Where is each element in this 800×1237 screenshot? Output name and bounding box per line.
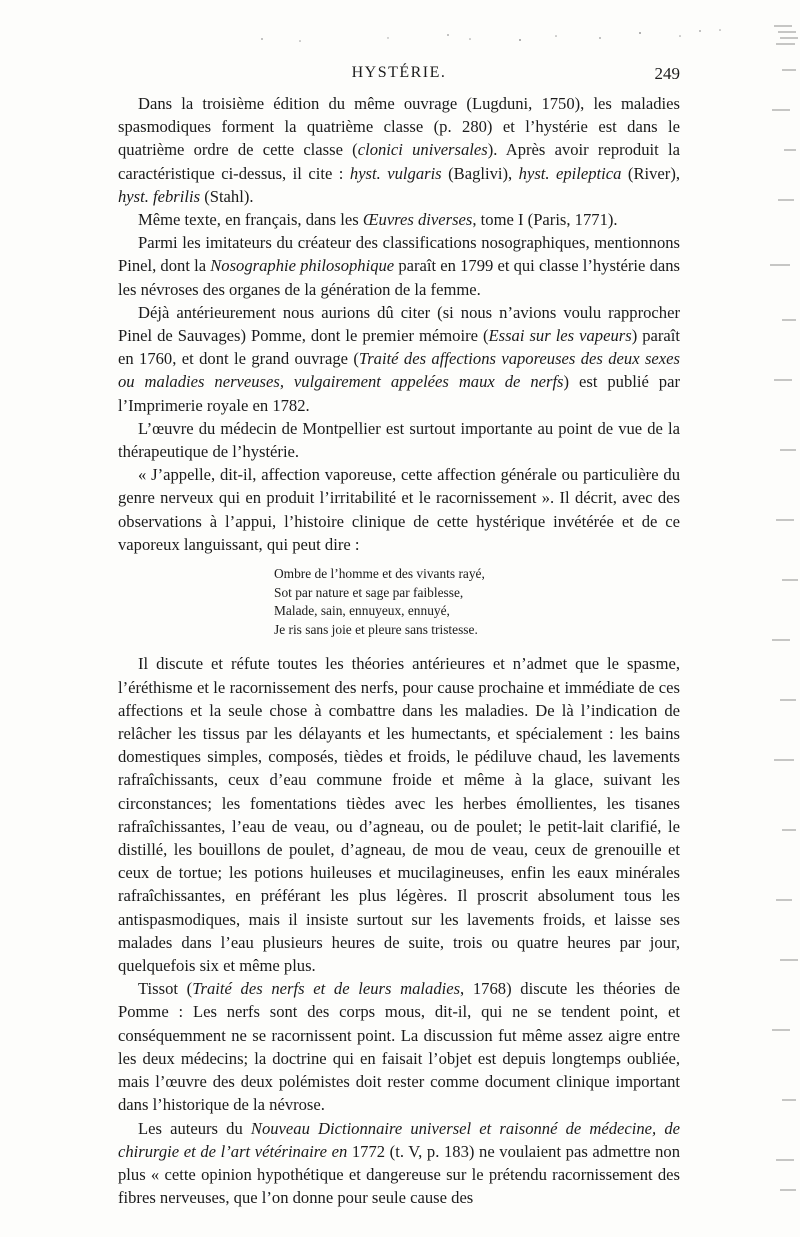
text-run: Même texte, en français, dans les bbox=[138, 210, 363, 230]
italic-run: hyst. febrilis bbox=[118, 186, 201, 206]
text-run: (River), bbox=[621, 163, 680, 183]
text-run: (Baglivi), bbox=[441, 163, 519, 183]
paragraph-p5 bbox=[118, 417, 680, 463]
text-run: (Stahl). bbox=[200, 186, 254, 206]
paragraph-p9 bbox=[118, 1117, 680, 1210]
poem-line: Malade, sain, ennuyeux, ennuyé, bbox=[274, 603, 450, 619]
italic-run: Nouveau Dictionnaire universel et raisonné de médecine, de chirurgie et de l’art vétérinaire en bbox=[118, 1118, 680, 1161]
text-run: Les auteurs du bbox=[138, 1118, 251, 1138]
text-run: 1772 (t. V, p. 183) ne voulaient pas admettre non plus « cette opinion hypothétique et dangereuse sur le prétendu racornissement des fibres nerveuses, que l’on donne pour seule cause des bbox=[118, 1141, 680, 1208]
text-run: Parmi les imitateurs du créateur des classifications nosographiques, mentionnons Pinel, dont la bbox=[118, 233, 680, 276]
italic-run: clonici universales bbox=[357, 140, 488, 160]
text-run: , tome I (Paris, 1771). bbox=[472, 210, 618, 230]
running-title: HYSTÉRIE. bbox=[351, 64, 447, 81]
text-run: Dans la troisième édition du même ouvrage (Lugduni, 1750), les maladies spasmodiques forment la quatrième classe (p. 280) et l’hystérie est dans le quatrième ordre de cette classe ( bbox=[118, 94, 680, 160]
text-run: « J’appelle, dit-il, affection vaporeuse, cette affection générale ou particulière du genre nerveux qui en produit l’irritabilité et le racornissement ». Il décrit, avec des observations à l’appui, l’histoire clinique de cette hystérique invétérée et de ce vaporeux languissant, qui peut dire : bbox=[118, 465, 680, 554]
italic-run: hyst. vulgaris bbox=[349, 163, 442, 183]
text-run: Il discute et réfute toutes les théories antérieures et n’admet que le spasme, l’éréthisme et le racornissement des nerfs, pour cause prochaine et immédiate de ces affections et la seule chose à combattre dans les maladies. De là l’indication de relâcher les tissus par les délayants et les humectants, et spécialement : les bains domestiques simples, composés, tièdes et froids, le pédiluve chaud, les lavements rafraîchissants, ceux d’eau commune froide et même à la glace, suivant les circonstances; les fomentations tièdes avec les herbes émollientes, les tisanes rafraîchissantes, l’eau de veau, ou d’agneau, ou de poulet; le petit-lait clarifié, le distillé, les bouillons de poulet, d’agneau, de mou de veau, ceux de grenouille et ceux de tortue; les potions huileuses et mucilagineuses, enfin les eaux minérales rafraîchissantes, en préférant les plus légères. Il proscrit absolument tous les antispasmodiques, mais il insiste surtout sur les lavements froids, et laisse ses malades dans l’eau plusieurs heures de suite, trois ou quatre heures par jour, quelquefois six et même plus. bbox=[118, 654, 680, 976]
paragraph-p4 bbox=[118, 301, 680, 417]
text-run: L’œuvre du médecin de Montpellier est surtout importante au point de vue de la thérapeutique de l’hystérie. bbox=[118, 418, 680, 462]
paragraph-p8 bbox=[118, 977, 680, 1116]
paragraph-p7 bbox=[118, 652, 680, 977]
poem-line: Je ris sans joie et pleure sans tristesse. bbox=[274, 621, 478, 637]
quoted-poem bbox=[274, 565, 680, 639]
text-run: ). Après avoir reproduit la caractéristique ci-dessus, il cite : bbox=[118, 140, 680, 183]
text-run: Déjà antérieurement nous aurions dû citer (si nous n’avions voulu rapprocher Pinel de Sauvages) Pomme, dont le premier mémoire ( bbox=[118, 302, 680, 346]
italic-run: Essai sur les vapeurs bbox=[488, 326, 632, 346]
paragraph-p2 bbox=[118, 208, 680, 231]
paragraphs-before-poem bbox=[118, 92, 680, 556]
body-text bbox=[118, 92, 680, 1209]
italic-run: hyst. epileptica bbox=[518, 163, 622, 183]
paragraph-p6 bbox=[118, 463, 680, 556]
italic-run: Traité des affections vaporeuses des deux sexes ou maladies nerveuses, vulgairement appelées maux de nerfs bbox=[118, 349, 680, 392]
italic-run: Nosographie philosophique bbox=[210, 256, 395, 276]
page-number: 249 bbox=[654, 64, 680, 83]
text-run: paraît en 1799 et qui classe l’hystérie dans les névroses des organes de la génération de la femme. bbox=[118, 256, 680, 299]
paragraph-p3 bbox=[118, 231, 680, 301]
paragraph-p1 bbox=[118, 92, 680, 208]
text-run: Tissot ( bbox=[138, 979, 193, 999]
scan-right-edge-noise bbox=[760, 0, 800, 1232]
italic-run: Œuvres diverses bbox=[362, 210, 473, 230]
text-run: ) paraît en 1760, et dont le grand ouvrage ( bbox=[118, 326, 680, 369]
text-run: ) est publié par l’Imprimerie royale en 1782. bbox=[118, 372, 680, 415]
text-run: , 1768) discute les théories de Pomme : Les nerfs sont des corps mous, dit-il, qui ne se tendent point, et conséquemment ne se racornissent point. La discussion fut même assez aigre entre les deux médecins; la doctrine qui en faisait l’objet est depuis longtemps oubliée, mais l’œuvre des deux polémistes doit rester comme document clinique important dans l’historique de la névrose. bbox=[118, 979, 680, 1115]
poem-line: Ombre de l’homme et des vivants rayé, bbox=[274, 566, 485, 582]
poem-line: Sot par nature et sage par faiblesse, bbox=[274, 584, 464, 600]
page-header bbox=[118, 64, 680, 90]
paragraphs-after-poem bbox=[118, 652, 680, 1209]
scan-top-edge-noise bbox=[0, 0, 800, 60]
italic-run: Traité des nerfs et de leurs maladies bbox=[192, 979, 461, 999]
